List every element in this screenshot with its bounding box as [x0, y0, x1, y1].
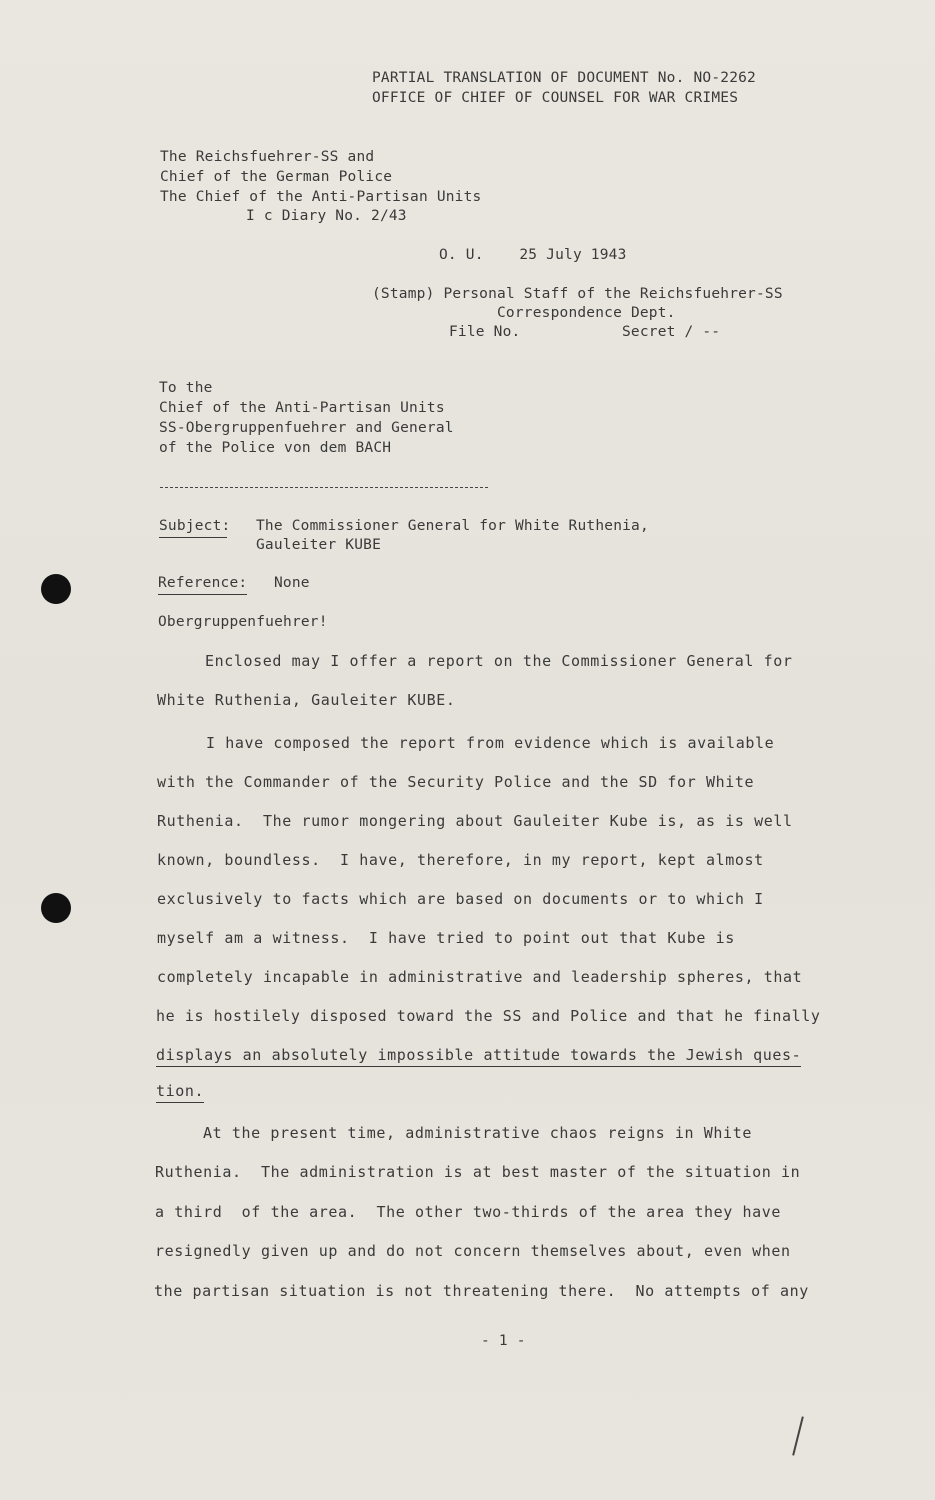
dashed-separator [160, 487, 488, 488]
stamp-secret: Secret / -- [622, 324, 721, 340]
body-line: he is hostilely disposed toward the SS and Police and that he finally [156, 1007, 821, 1025]
stamp-line-2: Correspondence Dept. [497, 305, 676, 321]
body-line-underlined: displays an absolutely impossible attitude towards the Jewish ques- [156, 1046, 801, 1067]
header-line-1: PARTIAL TRANSLATION OF DOCUMENT No. NO-2262 [372, 70, 756, 86]
body-line: White Ruthenia, Gauleiter KUBE. [157, 691, 456, 709]
sender-line-4: I c Diary No. 2/43 [246, 208, 407, 224]
salutation: Obergruppenfuehrer! [158, 614, 328, 630]
header-line-2: OFFICE OF CHIEF OF COUNSEL FOR WAR CRIMES [372, 90, 739, 106]
page-number: - 1 - [481, 1333, 526, 1349]
recipient-line-1: To the [159, 380, 213, 396]
recipient-line-4: of the Police von dem BACH [159, 440, 392, 456]
binder-hole-icon [41, 893, 71, 923]
body-line: Ruthenia. The administration is at best master of the situation in [155, 1163, 801, 1181]
body-line: I have composed the report from evidence which is available [206, 734, 775, 752]
subject-line-2: Gauleiter KUBE [256, 537, 382, 553]
body-line: a third of the area. The other two-thirds of the area they have [155, 1203, 781, 1221]
binder-hole-icon [41, 574, 71, 604]
recipient-line-2: Chief of the Anti-Partisan Units [159, 400, 445, 416]
recipient-line-3: SS-Obergruppenfuehrer and General [159, 420, 454, 436]
body-line: myself am a witness. I have tried to point out that Kube is [157, 929, 735, 947]
body-line: the partisan situation is not threatening there. No attempts of any [154, 1282, 809, 1300]
body-line: with the Commander of the Security Police and the SD for White [157, 773, 755, 791]
body-line-underlined: tion. [156, 1082, 204, 1103]
reference-label: Reference: [158, 574, 247, 595]
pencil-mark-icon [792, 1416, 804, 1455]
reference-value: None [274, 575, 310, 591]
body-line: exclusively to facts which are based on documents or to which I [157, 890, 764, 908]
sender-line-3: The Chief of the Anti-Partisan Units [160, 189, 482, 205]
stamp-file-no: File No. [449, 324, 521, 340]
body-line: completely incapable in administrative and leadership spheres, that [157, 968, 803, 986]
body-line: resignedly given up and do not concern themselves about, even when [155, 1242, 791, 1260]
subject-label: Subject: [159, 517, 227, 538]
body-line: Enclosed may I offer a report on the Commissioner General for [205, 652, 793, 670]
sender-line-1: The Reichsfuehrer-SS and [160, 149, 375, 165]
subject-line-1: The Commissioner General for White Ruthenia, [256, 518, 649, 534]
body-line: Ruthenia. The rumor mongering about Gauleiter Kube is, as is well [157, 812, 793, 830]
body-line: At the present time, administrative chaos reigns in White [203, 1124, 752, 1142]
place-date: O. U. 25 July 1943 [439, 247, 627, 263]
body-line: known, boundless. I have, therefore, in my report, kept almost [157, 851, 764, 869]
sender-line-2: Chief of the German Police [160, 169, 393, 185]
stamp-line-1: (Stamp) Personal Staff of the Reichsfuehrer-SS [372, 286, 783, 302]
